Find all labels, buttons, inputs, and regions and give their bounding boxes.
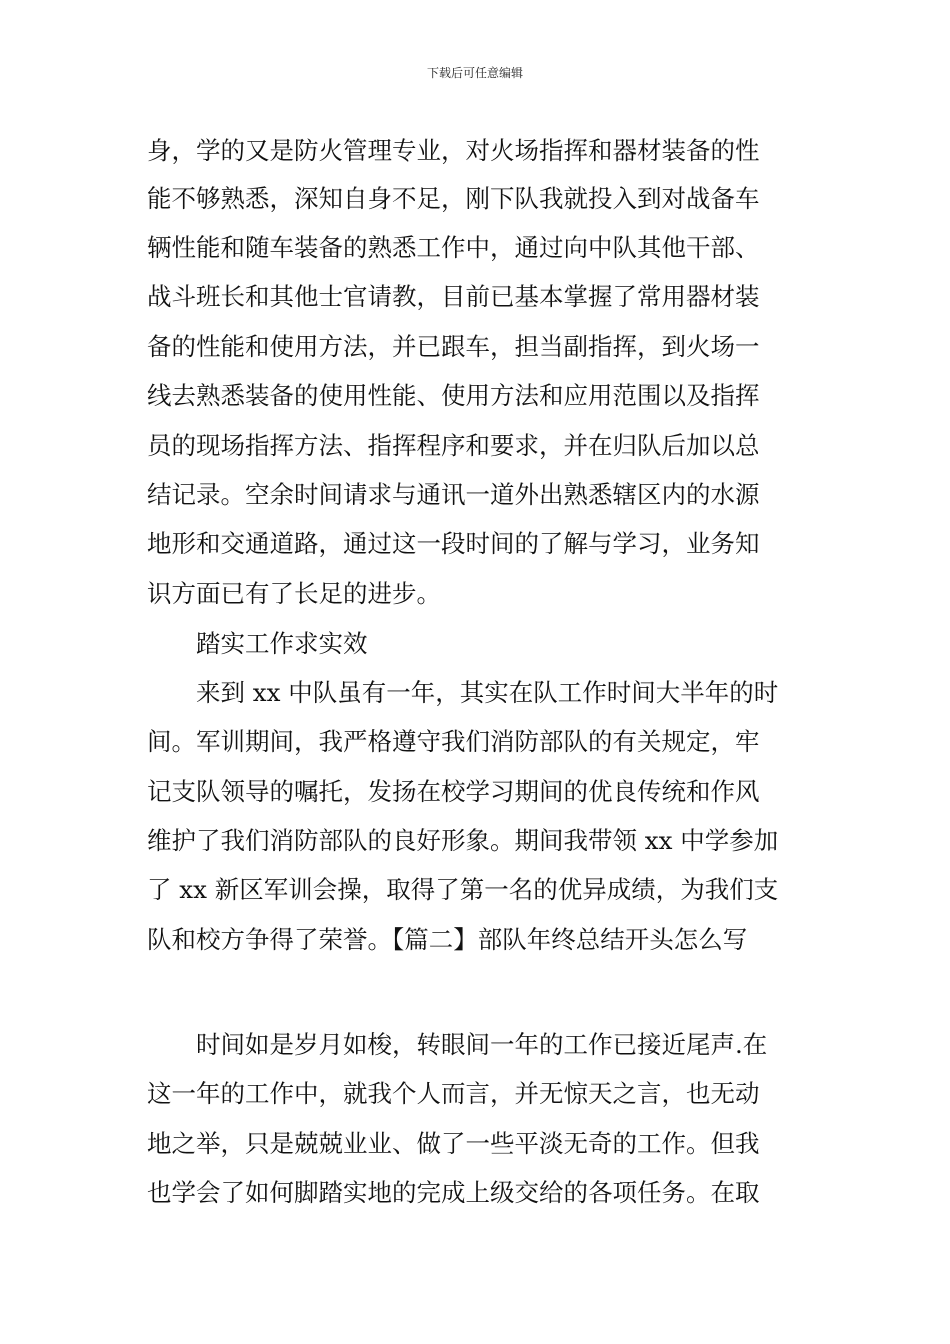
text-line: 地之举，只是兢兢业业、做了一些平淡无奇的工作。但我	[147, 1129, 760, 1158]
text-line: 备的性能和使用方法，并已跟车，担当副指挥，到火场一	[147, 332, 760, 361]
text-line: 了 xx 新区军训会操，取得了第一名的优异成绩，为我们支	[147, 875, 779, 904]
text-line: 识方面已有了长足的进步。	[147, 579, 441, 608]
text-line: 战斗班长和其他士官请教，目前已基本掌握了常用器材装	[147, 282, 760, 311]
text-line: 这一年的工作中，就我个人而言，并无惊天之言，也无动	[147, 1079, 760, 1108]
text-line: 记支队领导的嘱托，发扬在校学习期间的优良传统和作风	[147, 777, 760, 806]
text-line: 线去熟悉装备的使用性能、使用方法和应用范围以及指挥	[147, 381, 760, 410]
text-line: 辆性能和随车装备的熟悉工作中，通过向中队其他干部、	[147, 233, 760, 262]
text-line: 队和校方争得了荣誉。【篇二】部队年终总结开头怎么写	[147, 925, 748, 954]
text-line: 维护了我们消防部队的良好形象。期间我带领 xx 中学参加	[147, 826, 779, 855]
text-line: 结记录。空余时间请求与通讯一道外出熟悉辖区内的水源	[147, 480, 760, 509]
text-line: 时间如是岁月如梭，转眼间一年的工作已接近尾声.在	[196, 1030, 768, 1059]
text-line: 身，学的又是防火管理专业，对火场指挥和器材装备的性	[147, 136, 760, 165]
text-line: 间。军训期间，我严格遵守我们消防部队的有关规定，牢	[147, 727, 760, 756]
text-line: 地形和交通道路，通过这一段时间的了解与学习，业务知	[147, 529, 760, 558]
section-heading: 踏实工作求实效	[196, 629, 368, 658]
text-line: 能不够熟悉，深知自身不足，刚下队我就投入到对战备车	[147, 184, 760, 213]
text-line: 来到 xx 中队虽有一年，其实在队工作时间大半年的时	[196, 678, 779, 707]
text-line: 也学会了如何脚踏实地的完成上级交给的各项任务。在取	[147, 1178, 760, 1207]
text-line: 员的现场指挥方法、指挥程序和要求，并在归队后加以总	[147, 431, 760, 460]
page-header: 下载后可任意编辑	[426, 66, 523, 80]
